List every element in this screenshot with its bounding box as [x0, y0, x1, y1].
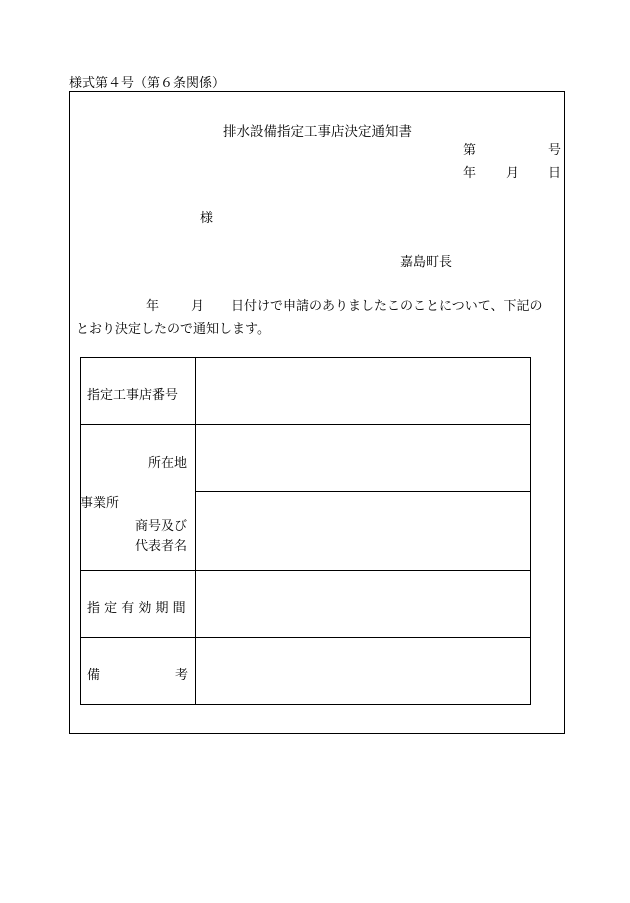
label-location: 所在地	[148, 456, 188, 471]
body-year-label: 年	[146, 299, 160, 314]
label-designated-number: 指定工事店番号	[87, 388, 179, 403]
body-month-label: 月	[191, 299, 205, 314]
document-number-suffix: 号	[548, 143, 562, 158]
form-number: 様式第４号（第６条関係）	[69, 76, 226, 91]
body-text-line-1	[146, 295, 543, 314]
label-validity-period: 指 定 有 効 期 間	[87, 601, 186, 616]
document-title: 排水設備指定工事店決定通知書	[223, 124, 412, 140]
body-text-rest: 日付けで申請のありましたこのことについて、下記の	[231, 299, 543, 314]
recipient-honorific: 様	[200, 211, 214, 226]
issue-date-day-label: 日	[548, 166, 562, 181]
label-office: 事業所	[80, 496, 120, 511]
table-column-divider	[195, 357, 196, 705]
issue-date-year-label: 年	[463, 166, 477, 181]
office-subrow-divider	[195, 491, 531, 492]
document-number-prefix: 第	[463, 143, 477, 158]
body-text-line-2: とおり決定したので通知します。	[76, 322, 270, 337]
row-remarks	[80, 637, 531, 705]
label-remarks-second: 考	[175, 668, 189, 683]
label-remarks-first: 備	[87, 668, 101, 683]
label-trade-name-line-1: 商号及び	[135, 519, 188, 534]
label-trade-name-line-2: 代表者名	[135, 539, 188, 554]
issuer-name: 嘉島町長	[400, 255, 453, 270]
issue-date-month-label: 月	[506, 166, 520, 181]
